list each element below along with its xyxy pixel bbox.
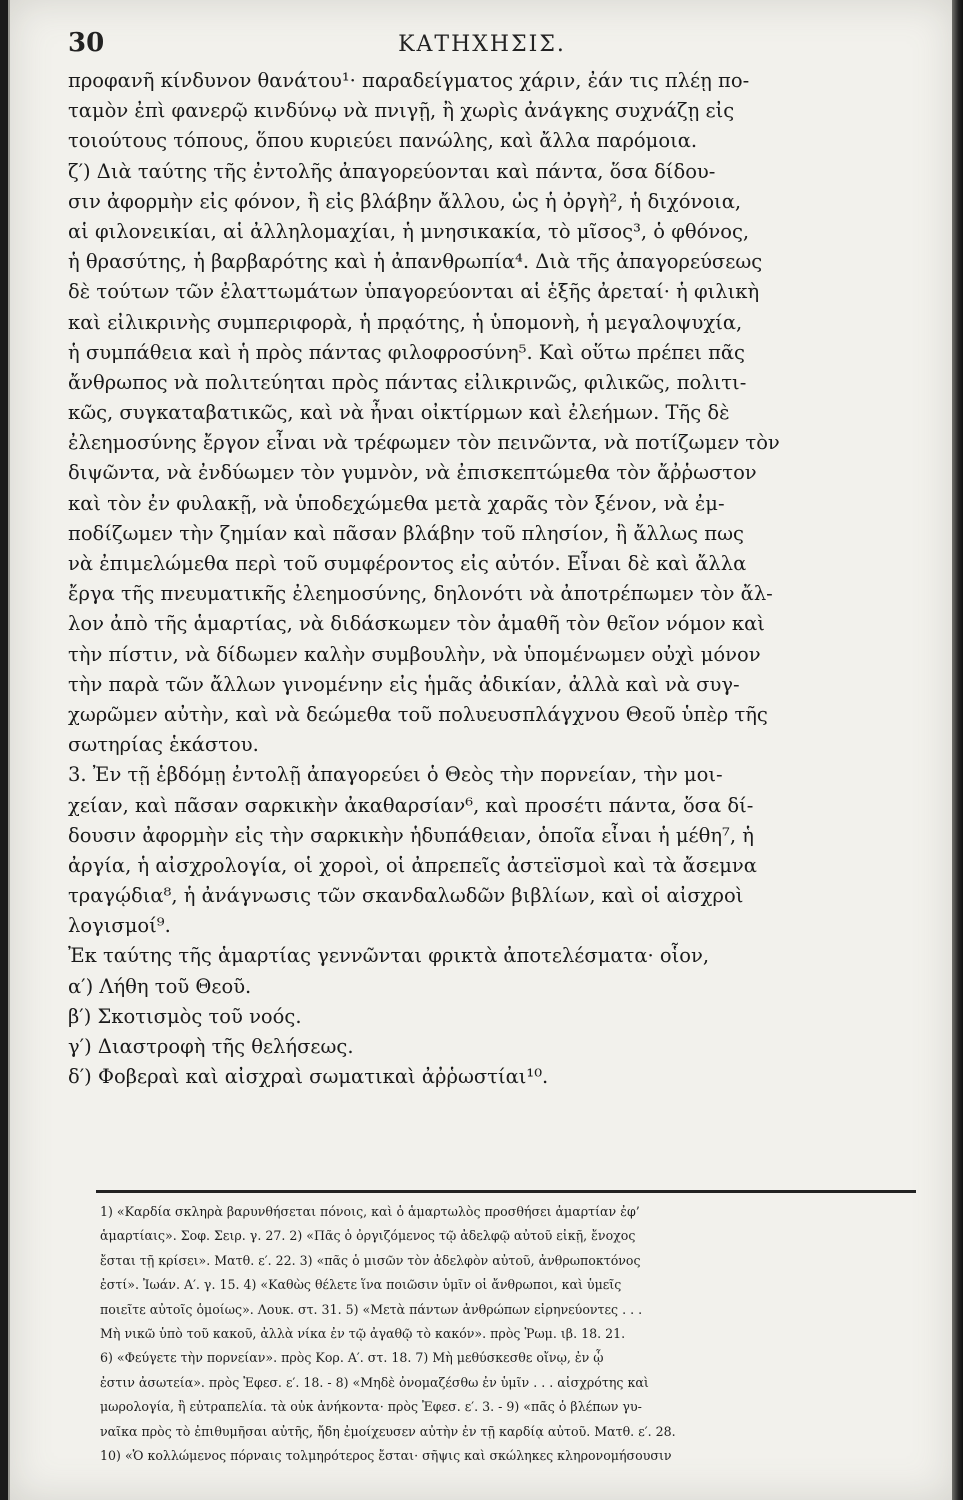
footnotes bbox=[100, 1200, 912, 1468]
body-line: διψῶντα, νὰ ἐνδύωμεν τὸν γυμνὸν, νὰ ἐπισκεπτώμεθα τὸν ἄῤῥωστον bbox=[68, 461, 757, 485]
body-line: 3. Ἐν τῇ ἑβδόμῃ ἐντολῇ ἀπαγορεύει ὁ Θεὸς τὴν πορνείαν, τὴν μοι- bbox=[68, 763, 723, 787]
body-line: ταμὸν ἐπὶ φανερῷ κινδύνῳ νὰ πνιγῇ, ἢ χωρὶς ἀνάγκης συχνάζῃ εἰς bbox=[68, 99, 735, 123]
body-line: δὲ τούτων τῶν ἐλαττωμάτων ὑπαγορεύονται αἱ ἑξῆς ἀρεταί· ἡ φιλικὴ bbox=[68, 280, 760, 304]
scan-edge-shadow bbox=[952, 0, 963, 1500]
footnote-separator-rule bbox=[96, 1190, 916, 1193]
body-line: χείαν, καὶ πᾶσαν σαρκικὴν ἀκαθαρσίαν⁶, καὶ προσέτι πάντα, ὅσα δί- bbox=[68, 793, 754, 817]
body-line: ἀργία, ἡ αἰσχρολογία, οἱ χοροὶ, οἱ ἀπρεπεῖς ἀστεϊσμοὶ καὶ τὰ ἄσεμνα bbox=[68, 853, 757, 877]
running-title: ΚΑΤΗΧΗΣΙΣ. bbox=[398, 32, 566, 57]
page-number: 30 bbox=[68, 28, 105, 58]
footnote-line: μωρολογία, ἢ εὐτραπελία. τὰ οὐκ ἀνήκοντα· πρὸς Ἐφεσ. ε′. 3. - 9) «πᾶς ὁ βλέπων γυ- bbox=[100, 1399, 642, 1415]
body-line: καὶ εἰλικρινὴς συμπεριφορὰ, ἡ πρᾳότης, ἡ ὑπομονὴ, ἡ μεγαλοψυχία, bbox=[68, 310, 743, 334]
body-line: σιν ἀφορμὴν εἰς φόνον, ἢ εἰς βλάβην ἄλλου, ὡς ἡ ὀργὴ², ἡ διχόνοια, bbox=[68, 189, 742, 213]
body-text bbox=[68, 66, 920, 1092]
footnote-line: ἐστί». Ἰωάν. Α′. γ. 15. 4) «Καθὼς θέλετε ἵνα ποιῶσιν ὑμῖν οἱ ἄνθρωποι, καὶ ὑμεῖς bbox=[100, 1277, 622, 1293]
body-line: τὴν πίστιν, νὰ δίδωμεν καλὴν συμβουλὴν, νὰ ὑπομένωμεν οὐχὶ μόνον bbox=[68, 642, 761, 666]
body-line: γ′) Διαστροφὴ τῆς θελήσεως. bbox=[68, 1035, 354, 1058]
body-line: Ἐκ ταύτης τῆς ἁμαρτίας γεννῶνται φρικτὰ ἀποτελέσματα· οἷον, bbox=[68, 944, 710, 968]
footnote-line: ἔσται τῇ κρίσει». Ματθ. ε′. 22. 3) «πᾶς ὁ μισῶν τὸν ἀδελφὸν αὐτοῦ, ἀνθρωποκτόνος bbox=[100, 1252, 641, 1268]
body-line: λογισμοί⁹. bbox=[68, 914, 171, 938]
book-page bbox=[8, 0, 954, 1500]
body-line: νὰ ἐπιμελώμεθα περὶ τοῦ συμφέροντος εἰς αὐτόν. Εἶναι δὲ καὶ ἄλλα bbox=[68, 552, 747, 575]
footnote-line: Μὴ νικῶ ὑπὸ τοῦ κακοῦ, ἀλλὰ νίκα ἐν τῷ ἀγαθῷ τὸ κακόν». πρὸς Ῥωμ. ιβ. 18. 21. bbox=[100, 1325, 626, 1341]
body-line: δ′) Φοβεραὶ καὶ αἰσχραὶ σωματικαὶ ἀῤῥωστίαι¹⁰. bbox=[68, 1065, 549, 1089]
body-line: ἐλεημοσύνης ἔργον εἶναι νὰ τρέφωμεν τὸν πεινῶντα, νὰ ποτίζωμεν τὸν bbox=[68, 431, 780, 455]
body-line: α′) Λήθη τοῦ Θεοῦ. bbox=[68, 974, 252, 998]
footnote-line: 1) «Καρδία σκληρὰ βαρυνθήσεται πόνοις, καὶ ὁ ἁμαρτωλὸς προσθήσει ἁμαρτίαν ἐφ’ bbox=[100, 1204, 640, 1219]
body-line: δουσιν ἀφορμὴν εἰς τὴν σαρκικὴν ἡδυπάθειαν, ὁποῖα εἶναι ἡ μέθη⁷, ἡ bbox=[68, 823, 754, 847]
footnote-line: 6) «Φεύγετε τὴν πορνείαν». πρὸς Κορ. Α′. στ. 18. 7) Μὴ μεθύσκεσθε οἴνῳ, ἐν ᾧ bbox=[100, 1350, 604, 1366]
body-line: ἡ συμπάθεια καὶ ἡ πρὸς πάντας φιλοφροσύνη⁵. Καὶ οὕτω πρέπει πᾶς bbox=[68, 340, 745, 364]
body-line: λον ἀπὸ τῆς ἁμαρτίας, νὰ διδάσκωμεν τὸν ἀμαθῆ τὸν θεῖον νόμον καὶ bbox=[68, 612, 765, 636]
body-line: ἄνθρωπος νὰ πολιτεύηται πρὸς πάντας εἰλικρινῶς, φιλικῶς, πολιτι- bbox=[68, 370, 747, 394]
footnote-line: 10) «Ὁ κολλώμενος πόρναις τολμηρότερος ἔσται· σῆψις καὶ σκώληκες κληρονομήσουσιν bbox=[100, 1447, 672, 1463]
footnote-line: ἁμαρτίαις». Σοφ. Σειρ. γ. 27. 2) «Πᾶς ὁ ὀργιζόμενος τῷ ἀδελφῷ αὐτοῦ εἰκῇ, ἔνοχος bbox=[100, 1228, 636, 1244]
footnote-line: ναῖκα πρὸς τὸ ἐπιθυμῆσαι αὐτῆς, ἤδη ἐμοίχευσεν αὐτὴν ἐν τῇ καρδίᾳ αὐτοῦ. Ματθ. ε′. 28. bbox=[100, 1423, 676, 1439]
body-line: σωτηρίας ἑκάστου. bbox=[68, 733, 259, 757]
body-line: ποδίζωμεν τὴν ζημίαν καὶ πᾶσαν βλάβην τοῦ πλησίον, ἢ ἄλλως πως bbox=[68, 521, 744, 545]
footnote-line: ἐστιν ἀσωτεία». πρὸς Ἐφεσ. ε′. 18. - 8) «Μηδὲ ὀνομαζέσθω ἐν ὑμῖν . . . αἰσχρότης καὶ bbox=[100, 1374, 649, 1390]
body-line: ἡ θρασύτης, ἡ βαρβαρότης καὶ ἡ ἀπανθρωπία⁴. Διὰ τῆς ἀπαγορεύσεως bbox=[68, 250, 763, 274]
body-line: τοιούτους τόπους, ὅπου κυριεύει πανώλης, καὶ ἄλλα παρόμοια. bbox=[68, 129, 698, 153]
body-line: προφανῆ κίνδυνον θανάτου¹· παραδείγματος χάριν, ἐάν τις πλέῃ πο- bbox=[68, 69, 750, 92]
body-line: κῶς, συγκαταβατικῶς, καὶ νὰ ἦναι οἰκτίρμων καὶ ἐλεήμων. Τῆς δὲ bbox=[68, 401, 730, 425]
body-line: καὶ τὸν ἐν φυλακῇ, νὰ ὑποδεχώμεθα μετὰ χαρᾶς τὸν ξένον, νὰ ἐμ- bbox=[68, 491, 725, 515]
page-header bbox=[10, 22, 954, 62]
footnote-line: ποιεῖτε αὐτοῖς ὁμοίως». Λουκ. στ. 31. 5) «Μετὰ πάντων ἀνθρώπων εἰρηνεύοντες . . . bbox=[100, 1301, 643, 1317]
body-line: β′) Σκοτισμὸς τοῦ νοός. bbox=[68, 1004, 302, 1028]
body-line: ἔργα τῆς πνευματικῆς ἐλεημοσύνης, δηλονότι νὰ ἀποτρέπωμεν τὸν ἄλ- bbox=[68, 582, 773, 606]
body-line: ζ′) Διὰ ταύτης τῆς ἐντολῆς ἀπαγορεύονται καὶ πάντα, ὅσα δίδου- bbox=[68, 159, 716, 183]
body-line: αἱ φιλονεικίαι, αἱ ἀλληλομαχίαι, ἡ μνησικακία, τὸ μῖσος³, ὁ φθόνος, bbox=[68, 219, 750, 243]
body-line: τὴν παρὰ τῶν ἄλλων γινομένην εἰς ἡμᾶς ἀδικίαν, ἀλλὰ καὶ νὰ συγ- bbox=[68, 672, 740, 696]
body-line: χωρῶμεν αὐτὴν, καὶ νὰ δεώμεθα τοῦ πολυευσπλάγχνου Θεοῦ ὑπὲρ τῆς bbox=[68, 702, 768, 726]
body-line: τραγῴδια⁸, ἡ ἀνάγνωσις τῶν σκανδαλωδῶν βιβλίων, καὶ οἱ αἰσχροὶ bbox=[68, 884, 744, 908]
